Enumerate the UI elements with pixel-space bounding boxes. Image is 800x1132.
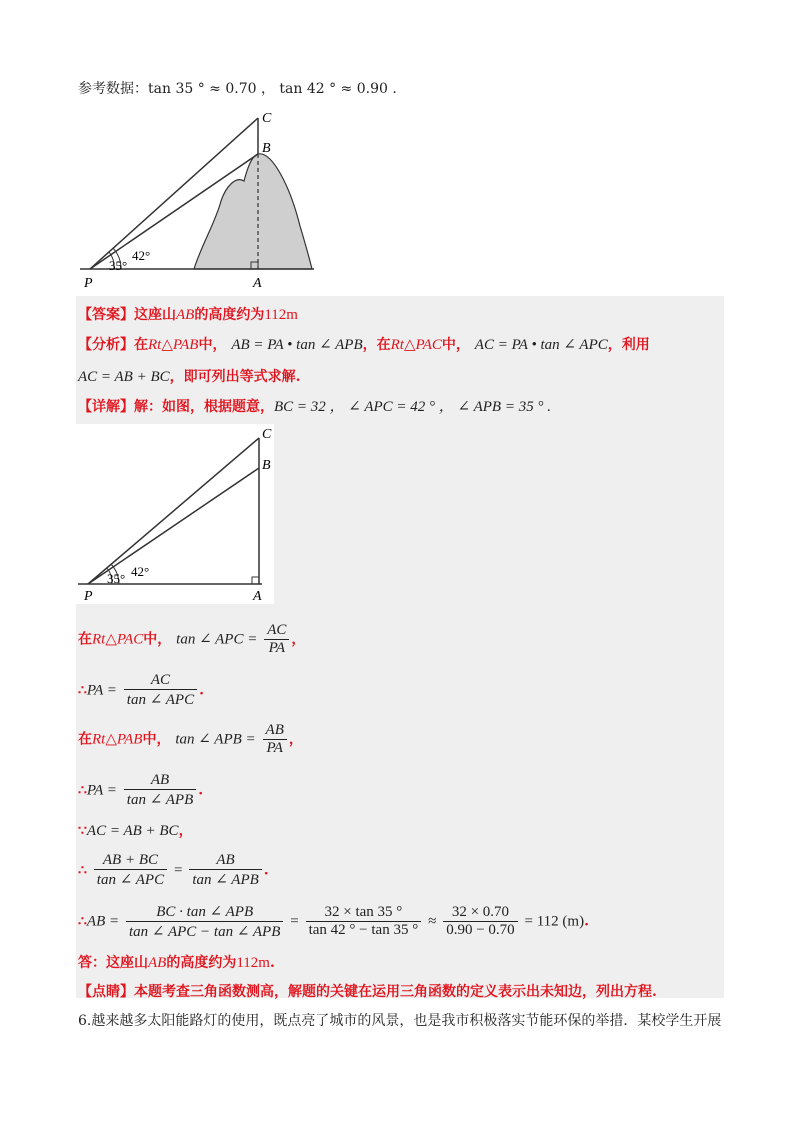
label-A: A (253, 276, 262, 290)
figure-mountain (76, 106, 326, 290)
label-35: 35° (109, 258, 128, 273)
step-3: 在Rt△PAB中， tan ∠ APB = $\frac{AB}{PA}$ ， (78, 722, 303, 756)
figure-triangles (76, 424, 274, 604)
detail-line: 【详解】解：如图，根据题意，BC = 32 ， ∠ APC = 42 ° ， ∠ APB = 35 ° . (78, 399, 551, 415)
answer-line: 【答案】这座山AB的高度约为112m (78, 307, 298, 323)
line-PC-2 (88, 438, 259, 584)
right-angle-mark-2 (252, 577, 259, 584)
step-1: 在Rt△PAC中， tan ∠ APC = $\frac{AC}{PA}$ ， (78, 622, 306, 656)
label-B: B (262, 141, 271, 156)
step-2: ∴PA = $\frac{AC}{\text{tan ∠ APC}}$ . (78, 672, 204, 708)
label-C: C (262, 111, 272, 126)
label-A-2: A (253, 589, 262, 604)
label-35-2: 35° (107, 571, 126, 586)
step-4: ∴PA = $\frac{AB}{\text{tan ∠ APB}}$ . (78, 772, 204, 808)
comment-line: 【点睛】本题考查三角函数测高，解题的关键在运用三角函数的定义表示出未知边，列出方程. (78, 984, 657, 1000)
next-problem: 6.越来越多太阳能路灯的使用，既点亮了城市的风景，也是我市积极落实节能环保的举措．某校学生开展 (78, 1013, 722, 1029)
mountain-shape (194, 154, 312, 269)
label-42: 42° (132, 248, 151, 263)
reference-data: 参考数据：tan 35 ° ≈ 0.70 ， tan 42 ° ≈ 0.90 . (78, 81, 397, 97)
label-P-2: P (84, 589, 93, 604)
analysis-line-1: 【分析】在Rt△PAB中， AB = PA • tan ∠ APB，在Rt△PAC中， AC = PA • tan ∠ APC，利用 (78, 337, 650, 353)
final-answer: 答：这座山AB的高度约为112m. (78, 955, 275, 971)
label-C-2: C (262, 427, 272, 442)
step-7: ∴AB = $\frac{\text{BC · tan ∠ APB}}{\text{tan ∠ APC − tan ∠ APB}}$ = $\frac{32 \times \tan 35 ^\circ}{\tan 42 ^\circ - \tan 35 ^\circ}$ ≈ $\frac{32 \times 0.70}{0.90 - 0.70}$ = 112 (m). (78, 904, 589, 940)
label-B-2: B (262, 458, 271, 473)
label-P: P (84, 276, 93, 290)
step-5: ∵AC = AB + BC， (78, 823, 193, 839)
analysis-line-2: AC = AB + BC，即可列出等式求解. (78, 369, 301, 385)
label-42-2: 42° (131, 564, 150, 579)
step-6: ∴ $\frac{AB + BC}{\text{tan ∠ APC}}$ = $\frac{AB}{\text{tan ∠ APB}}$ . (78, 852, 269, 888)
